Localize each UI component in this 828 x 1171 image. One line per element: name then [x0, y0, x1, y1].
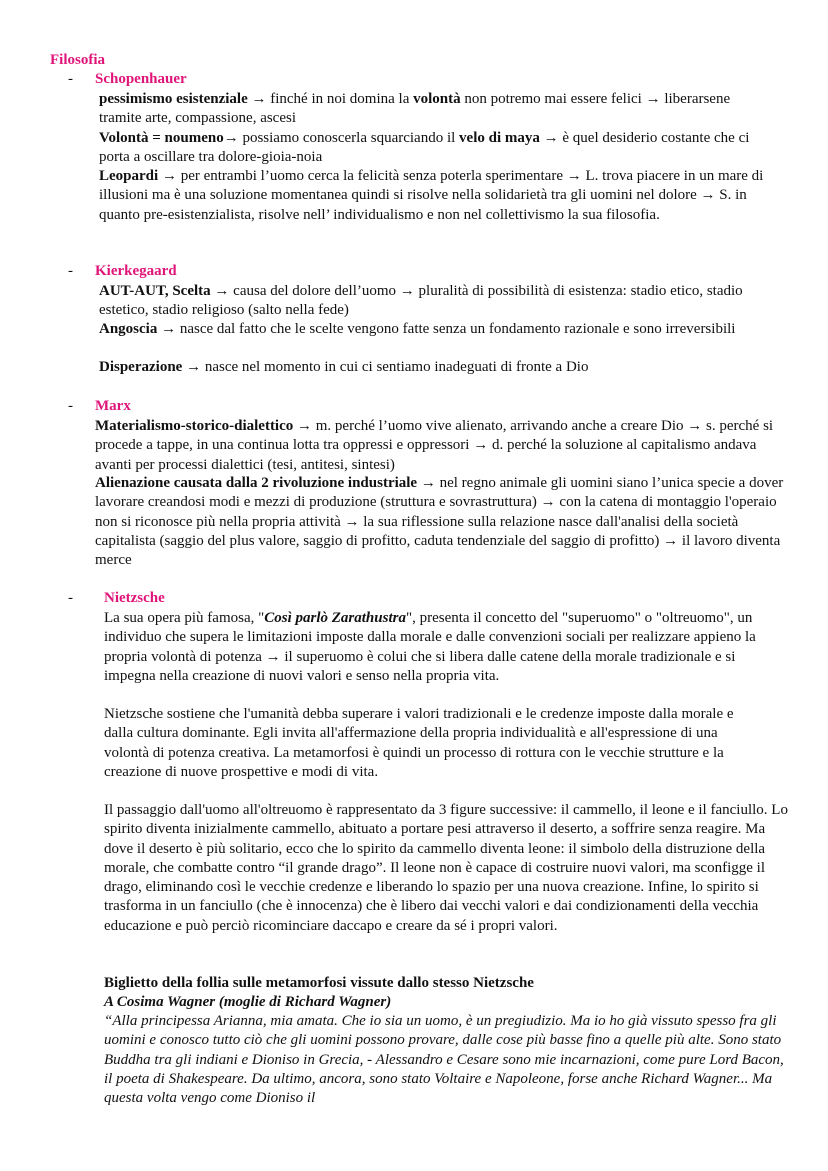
bold-term: pessimismo esistenziale [99, 91, 248, 107]
section-heading-kierkegaard: Kierkegaard [95, 263, 177, 279]
section-heading-nietzsche: Nietzsche [104, 590, 165, 606]
bold-term: Angoscia [99, 321, 158, 337]
marx-paragraph-1: Materialismo-storico-dialettico → m. perché l’uomo vive alienato, arrivando anche a creare Dio → s. perché si procede a tappe, in una continua lotta tra oppressi e oppressori → d. perché la soluzione al capitalismo andava avanti per processi dialettici (tesi, antitesi, sintesi) [95, 418, 774, 473]
bold-term: Volontà = noumeno [99, 130, 224, 146]
arrow-icon: → [161, 321, 177, 337]
section-heading-marx: Marx [95, 398, 131, 414]
arrow-icon: → [251, 91, 267, 107]
schopenhauer-paragraph-3: Leopardi → per entrambi l’uomo cerca la felicità senza poterla sperimentare → L. trova piacere in un mare di illusioni ma è una soluzione momentanea quindi si risolve nella solidarietà tra gli uomini nel dolore → S. in quanto pre-esistenzialista, risolve nell’ individualismo e non nel collettivismo la sua filosofia. [99, 168, 764, 223]
arrow-icon: → [473, 437, 489, 454]
arrow-icon: → [161, 168, 177, 184]
bold-term: Leopardi [99, 168, 159, 184]
bold-term: Disperazione [99, 359, 183, 375]
arrow-icon: → [223, 130, 239, 146]
marx-paragraph-2: Alienazione causata dalla 2 rivoluzione industriale → nel regno animale gli uomini siano l’unica specie a dover lavorare creandosi modi e mezzi di produzione (struttura e sovrastruttura) → con la catena di montaggio l'operaio non si riconosce più nella propria attività → la sua riflessione sulla relazione nasce dall'analisi della società capitalista (saggio del plus valore, saggio di profitto, caduta tendenziale del saggio di profitto) → il lavoro diventa merce [95, 475, 784, 569]
arrow-icon: → [540, 494, 556, 511]
bold-term: Alienazione causata dalla 2 rivoluzione industriale [95, 475, 418, 491]
arrow-icon: → [186, 359, 202, 375]
arrow-icon: → [645, 91, 661, 107]
arrow-icon: → [420, 475, 436, 491]
letter-title: Biglietto della follia sulle metamorfosi vissute dallo stesso Nietzsche [104, 975, 534, 991]
schopenhauer-paragraph-1: pessimismo esistenziale → finché in noi domina la volontà non potremo mai essere felici → liberarsene tramite arte, compassione, ascesi [99, 91, 731, 127]
kierkegaard-paragraph-1: AUT-AUT, Scelta → causa del dolore dell’uomo → pluralità di possibilità di esistenza: stadio etico, stadio estetico, stadio religioso (salto nella fede) [99, 283, 743, 319]
arrow-icon: → [700, 187, 716, 204]
bold-term: AUT-AUT, Scelta [99, 283, 211, 299]
list-bullet: - [68, 71, 73, 87]
kierkegaard-paragraph-3: Disperazione → nasce nel momento in cui ci sentiamo inadeguati di fronte a Dio [99, 359, 589, 375]
nietzsche-paragraph-3: Il passaggio dall'uomo all'oltreuomo è rappresentato da 3 figure successive: il cammello, il leone e il fanciullo. Lo spirito diventa inizialmente cammello, abituato a portare pesi attraverso il deserto, a soffrire senza reagire. Ma dove il deserto è più solitario, ecco che lo spirito da cammello diventa leone: il simbolo della distruzione della morale, che combatte contro “il grande drago”. Il leone non è capace di costruire nuovi valori, ma sconfigge il drago, eliminando così le vecchie credenze e liberando lo spazio per una nuova creazione. Infine, lo spirito si trasforma in un fanciullo (che è innocenza) che è libero dai vecchi valori e dai condizionamenti della vecchia educazione e può perciò ricominciare daccapo e creare da sé i propri valori. [104, 802, 788, 934]
bold-term: volontà [413, 91, 461, 107]
bold-term: velo di maya [459, 130, 540, 146]
nietzsche-paragraph-2: Nietzsche sostiene che l'umanità debba superare i valori tradizionali e le credenze imposte dalla morale e dalla cultura dominante. Egli invita all'affermazione della propria individualità e all'espressione di una volontà di potenza creativa. La metamorfosi è quindi un processo di rottura con le vecchie strutture e la creazione di nuove prospettive e modi di vita. [104, 706, 734, 780]
section-heading-schopenhauer: Schopenhauer [95, 71, 187, 87]
arrow-icon: → [399, 283, 415, 299]
schopenhauer-paragraph-2: Volontà = noumeno→ possiamo conoscerla squarciando il velo di maya → è quel desiderio costante che ci porta a oscillare tra dolore-gioia-noia [99, 130, 750, 166]
book-title: Così parlò Zarathustra [264, 610, 406, 626]
arrow-icon: → [297, 418, 313, 434]
kierkegaard-paragraph-2: Angoscia → nasce dal fatto che le scelte vengono fatte senza un fondamento razionale e sono irreversibili [99, 321, 736, 337]
list-bullet: - [68, 263, 73, 279]
arrow-icon: → [543, 130, 559, 146]
list-bullet: - [68, 398, 73, 414]
arrow-icon: → [663, 532, 679, 549]
document-title: Filosofia [50, 52, 105, 68]
letter-recipient: A Cosima Wagner (moglie di Richard Wagner) [104, 994, 392, 1010]
bold-term: Materialismo-storico-dialettico [95, 418, 294, 434]
arrow-icon: → [687, 418, 703, 434]
arrow-icon: → [265, 648, 281, 665]
list-bullet: - [68, 590, 73, 606]
nietzsche-paragraph-1: La sua opera più famosa, "Così parlò Zarathustra", presenta il concetto del "superuomo" o "oltreuomo", un individuo che supera le limitazioni imposte dalla morale e dalle convenzioni sociali per realizzare appieno la propria volontà di potenza → il superuomo è colui che si libera dalle catene della morale tradizionale e si impegna nella creazione di nuovi valori e senso nella propria vita. [104, 610, 756, 684]
letter-text: “Alla principessa Arianna, mia amata. Che io sia un uomo, è un pregiudizio. Ma io ho già vissuto spesso fra gli uomini e conosco tutto ciò che gli uomini possono provare, dalle cose più basse fino a quelle più alte. Sono stato Buddha tra gli indiani e Dioniso in Grecia, - Alessandro e Cesare sono mie incarnazioni, come pure Lord Bacon, il poeta di Shakespeare. Da ultimo, ancora, sono stato Voltaire e Napoleone, forse anche Richard Wagner... Ma questa volta vengo come Dioniso il [104, 1013, 784, 1107]
arrow-icon: → [566, 168, 582, 184]
arrow-icon: → [214, 283, 230, 299]
arrow-icon: → [344, 513, 360, 530]
